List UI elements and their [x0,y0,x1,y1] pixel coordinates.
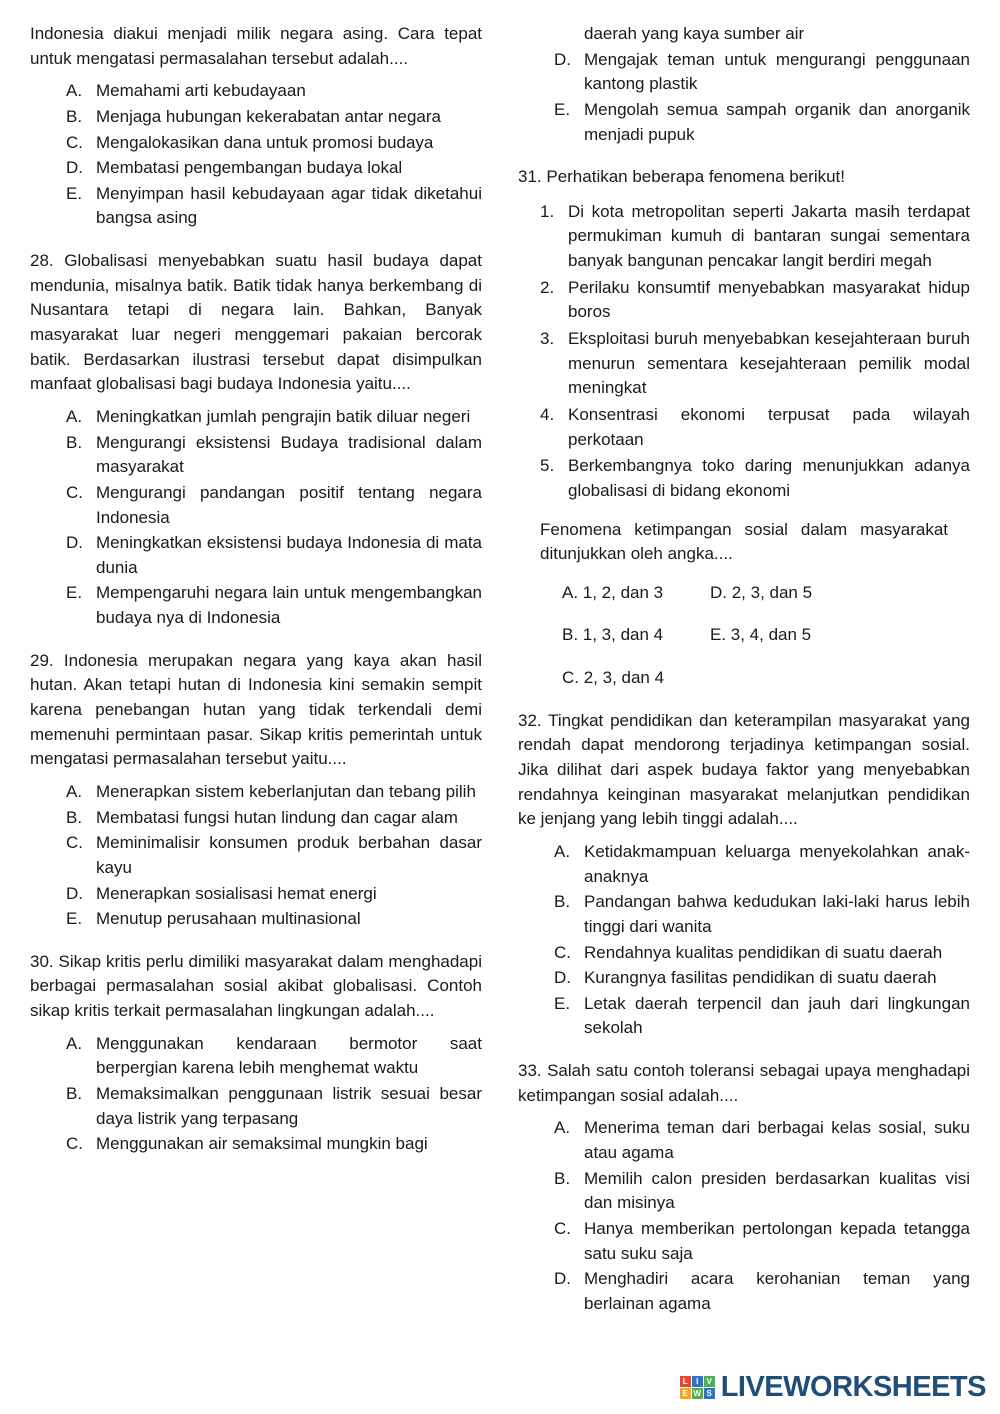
liveworksheets-wordmark: LIVEWORKSHEETS [720,1371,986,1403]
option-text: Membatasi fungsi hutan lindung dan cagar alam [96,807,458,827]
option-letter: B. [66,106,83,126]
question-30 [30,950,482,1157]
option-item[interactable] [66,156,482,181]
option-text: Kurangnya fasilitas pendidikan di suatu daerah [584,968,937,988]
option-item[interactable] [554,992,970,1041]
badge-letter: S [704,1388,715,1399]
option-item[interactable] [554,1217,970,1266]
option-text: Meningkatkan eksistensi budaya Indonesia di mata dunia [96,533,482,577]
question-29 [30,649,482,932]
option-text: Menutup perusahaan multinasional [96,909,361,929]
option-text: Ketidakmampuan keluarga menyekolahkan anak- anaknya [584,841,970,886]
badge-letter: I [692,1376,703,1387]
question-31-sub-prompt: Fenomena ketimpangan sosial dalam masyarakat ditunjukkan oleh angka.... [540,519,948,564]
list-item-text: Di kota metropolitan seperti Jakarta masih terdapat permukiman kumuh di bantaran sungai sementara banyak bangunan pencakar langit berdiri megah [568,201,970,271]
option-text: Letak daerah terpencil dan jauh dari lingkungan sekolah [584,993,970,1038]
option-item[interactable] [554,1167,970,1216]
question-28-options [30,405,482,631]
option-letter: E. [66,183,83,203]
option-item[interactable] [554,890,970,939]
option-text: Menggunakan air semaksimal mungkin bagi [96,1134,428,1154]
option-item[interactable] [66,1132,482,1157]
option-text: Menghadiri acara kerohanian teman yang berlainan agama [584,1269,970,1313]
option-letter: C. [66,482,83,502]
left-column [30,22,482,1158]
option-text: Mengalokasikan dana untuk promosi budaya [96,132,434,152]
question-32-text: 32. Tingkat pendidikan dan keterampilan masyarakat yang rendah dapat mendorong terjadinya ketimpangan sosial. Jika dilihat dari aspek budaya faktor yang menyebabkan rendahnya keinginan masyarakat melanjutkan pendidikan ke jenjang yang lebih tinggi adalah.... [518,710,970,829]
option-letter: B. [66,432,83,452]
option-letter: C. [66,132,83,152]
option-item[interactable] [66,481,482,530]
option-letter: C. [66,1134,83,1154]
option-item[interactable] [66,1032,482,1081]
option-item[interactable] [554,840,970,889]
option-item[interactable] [66,882,482,907]
option-letter: E. [554,99,571,119]
option-item[interactable] [66,131,482,156]
option-letter: D. [66,158,83,178]
option-item[interactable] [66,831,482,880]
option-text: Meningkatkan jumlah pengrajin batik diluar negeri [96,406,471,426]
option-text: Memahami arti kebudayaan [96,81,306,101]
option-letter: D. [554,968,571,988]
answer-option-e[interactable]: E. 3, 4, dan 5 [710,625,812,645]
list-item-text: Eksploitasi buruh menyebabkan kesejahteraan buruh menurun sementara kesejahteraan pemilik modal meningkat [568,329,970,398]
option-text: Menyimpan hasil kebudayaan agar tidak diketahui bangsa asing [96,183,482,228]
option-item[interactable] [66,105,482,130]
option-item[interactable] [554,1267,970,1316]
question-27-continuation [30,22,482,231]
option-text: Memilih calon presiden berdasarkan kualitas visi dan misinya [584,1168,970,1213]
option-text: Mengurangi pandangan positif tentang negara Indonesia [96,482,482,527]
question-27-options [30,79,482,231]
list-item-number: 5. [540,456,555,476]
question-28 [30,249,482,631]
option-letter: E. [66,583,83,603]
option-letter: D. [554,1269,571,1289]
question-32 [518,709,970,1041]
option-item[interactable] [66,405,482,430]
option-item[interactable] [554,48,970,97]
answer-option-b[interactable]: B. 1, 3, dan 4 [562,625,664,645]
option-item-continuation [554,22,970,47]
question-29-options [30,780,482,932]
option-item[interactable] [66,182,482,231]
option-letter: C. [66,833,83,853]
answer-option-c[interactable]: C. 2, 3, dan 4 [562,668,665,688]
option-text: Pandangan bahwa kedudukan laki-laki harus lebih tinggi dari wanita [584,892,970,936]
list-item-number: 3. [540,329,555,349]
option-text: daerah yang kaya sumber air [584,24,805,43]
option-letter: A. [554,1118,571,1138]
list-item [540,276,970,325]
list-item-number: 4. [540,404,555,424]
option-letter: C. [554,1218,571,1238]
option-letter: A. [66,1033,83,1053]
option-letter: A. [66,406,83,426]
badge-letter: L [680,1376,691,1387]
option-letter: A. [66,781,83,801]
option-text: Menerapkan sistem keberlanjutan dan tebang pilih [96,781,476,801]
answer-option-d[interactable]: D. 2, 3, dan 5 [710,582,813,602]
list-item [540,403,970,452]
badge-letter: V [704,1376,715,1387]
option-text: Menjaga hubungan kekerabatan antar negara [96,106,441,126]
option-item[interactable] [554,1116,970,1165]
list-item-text: Konsentrasi ekonomi terpusat pada wilayah perkotaan [568,404,970,449]
option-text: Menggunakan kendaraan bermotor saat berpergian karena lebih menghemat waktu [96,1033,482,1078]
option-item[interactable] [66,431,482,480]
option-letter: D. [66,533,83,553]
liveworksheets-badge-icon [680,1376,715,1399]
list-item [540,327,970,401]
question-31 [518,165,970,691]
option-text: Mengolah semua sampah organik dan anorganik menjadi pupuk [584,99,970,144]
list-item-number: 1. [540,201,555,221]
option-text: Rendahnya kualitas pendidikan di suatu daerah [584,942,943,962]
answer-grid-row [562,581,970,606]
liveworksheets-logo [680,1371,986,1404]
option-letter: A. [554,841,571,861]
option-letter: B. [66,807,83,827]
question-30-options-continued [518,22,970,147]
question-30-continuation [518,22,970,147]
option-letter: D. [554,49,571,69]
option-text: Mengajak teman untuk mengurangi penggunaan kantong plastik [584,49,970,94]
question-27-text: Indonesia diakui menjadi milik negara asing. Cara tepat untuk mengatasi permasalahan tersebut adalah.... [30,24,482,68]
option-item[interactable] [554,966,970,991]
question-33 [518,1059,970,1316]
question-28-text: 28. Globalisasi menyebabkan suatu hasil budaya dapat mendunia, misalnya batik. Batik tidak hanya berkembang di Nusantara tetapi di negara lain. Bahkan, Banyak masyarakat luar negeri menggemari pakaian bercorak batik. Berdasarkan ilustrasi tersebut dapat disimpulkan manfaat globalisasi bagi budaya Indonesia yaitu.... [30,251,482,394]
option-item[interactable] [66,79,482,104]
two-column-layout [30,22,970,1317]
option-item[interactable] [66,581,482,630]
question-33-options [518,1116,970,1316]
option-text: Memaksimalkan penggunaan listrik sesuai besar daya listrik yang terpasang [96,1083,482,1128]
option-text: Hanya memberikan pertolongan kepada tetangga satu suku saja [584,1218,970,1263]
option-text: Menerima teman dari berbagai kelas sosial, suku atau agama [584,1118,970,1162]
question-32-options [518,840,970,1041]
answer-grid-row [562,623,970,648]
answer-grid-empty [710,666,970,691]
question-33-text: 33. Salah satu contoh toleransi sebagai upaya menghadapi ketimpangan sosial adalah.... [518,1061,970,1105]
badge-letter: E [680,1388,691,1399]
option-letter: E. [66,909,83,929]
option-letter: B. [554,892,571,912]
badge-letter: W [693,1389,701,1398]
option-item[interactable] [554,941,970,966]
option-item[interactable] [66,1082,482,1131]
question-31-text: 31. Perhatikan beberapa fenomena berikut! [518,167,846,187]
option-letter: D. [66,883,83,903]
option-text: Menerapkan sosialisasi hemat energi [96,883,377,903]
option-item[interactable] [66,806,482,831]
option-letter: A. [66,81,83,101]
option-item[interactable] [554,98,970,147]
list-item [540,454,970,503]
list-item-number: 2. [540,277,555,297]
option-text: Meminimalisir konsumen produk berbahan dasar kayu [96,833,482,877]
question-30-text: 30. Sikap kritis perlu dimiliki masyarakat dalam menghadapi berbagai permasalahan sosial akibat globalisasi. Contoh sikap kritis terkait permasalahan lingkungan adalah.... [30,951,482,1021]
list-item-text: Berkembangnya toko daring menunjukkan adanya globalisasi di bidang ekonomi [568,456,970,500]
option-item[interactable] [66,531,482,580]
option-letter: C. [554,942,571,962]
option-text: Mempengaruhi negara lain untuk mengembangkan budaya nya di Indonesia [96,583,482,628]
option-letter: E. [554,993,571,1013]
option-letter: B. [66,1083,83,1103]
option-text: Mengurangi eksistensi Budaya tradisional dalam masyarakat [96,432,482,477]
right-column [518,22,970,1317]
option-letter: B. [554,1168,571,1188]
list-item [540,200,970,274]
answer-option-a[interactable]: A. 1, 2, dan 3 [562,582,664,602]
option-item[interactable] [66,907,482,932]
question-29-text: 29. Indonesia merupakan negara yang kaya akan hasil hutan. Akan tetapi hutan di Indonesia kini semakin sempit karena penebangan hutan yang tidak terkendali demi memenuhi permintaan pasar. Sikap kritis pemerintah untuk mengatasi permasalahan tersebut yaitu.... [30,650,482,769]
option-item[interactable] [66,780,482,805]
question-31-answer-grid [562,581,970,691]
question-30-options [30,1032,482,1157]
question-31-phenomena-list [518,200,970,504]
option-text: Membatasi pengembangan budaya lokal [96,158,403,178]
list-item-text: Perilaku konsumtif menyebabkan masyarakat hidup boros [568,277,970,322]
answer-grid-row [562,666,970,691]
